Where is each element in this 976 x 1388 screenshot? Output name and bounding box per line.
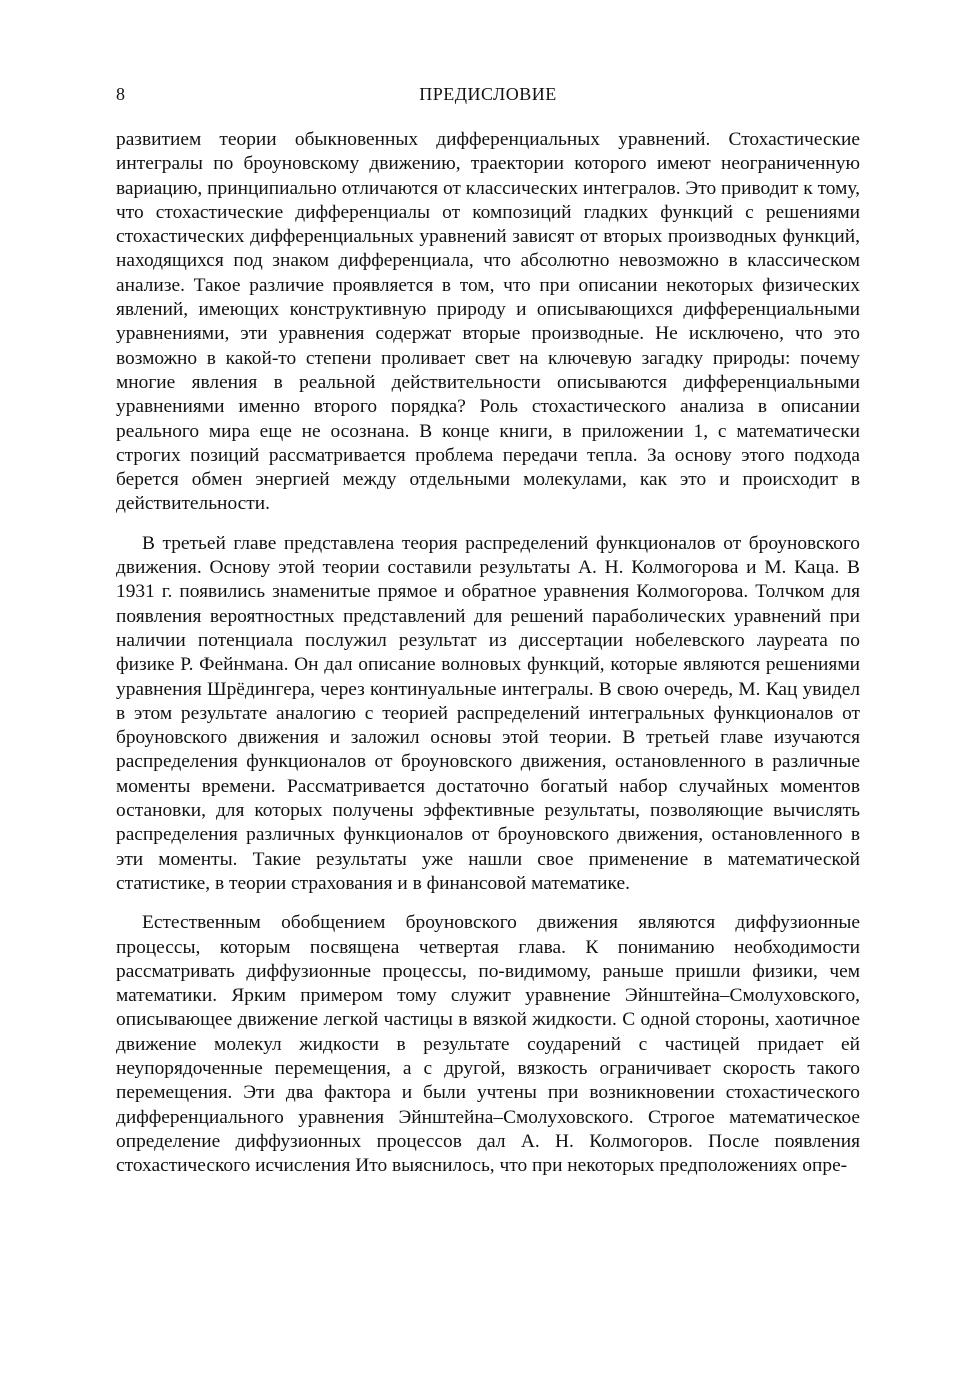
- body-text: [116, 128, 860, 1178]
- paragraph-2: В третьей главе представлена теория распределений функционалов от броуновского движения. Основу этой теории составили результаты А. Н. Колмогорова и М. Каца. В 1931 г. появились знаменитые прямое и обратное уравнения Колмогорова. Толчком для появления вероятностных представлений для решений параболических уравнений при наличии потенциала послужил результат из диссертации нобелевского лауреата по физике Р. Фейнмана. Он дал описание волновых функций, которые являются решениями уравнения Шрёдингера, через континуальные интегралы. В свою очередь, М. Кац увидел в этом результате аналогию с теорией распределений интегральных функционалов от броуновского движения и заложил основы этой теории. В третьей главе изучаются распределения функционалов от броуновского движения, остановленного в различные моменты времени. Рассматривается достаточно богатый набор случайных моментов остановки, для которых получены эффективные результаты, позволяющие вычислять распределения различных функционалов от броуновского движения, остановленного в эти моменты. Такие результаты уже нашли свое применение в математической статистике, в теории страхования и в финансовой математике.: [116, 532, 860, 894]
- running-head: [116, 80, 860, 108]
- page-number: 8: [116, 84, 125, 104]
- paragraph-3: Естественным обобщением броуновского движения являются диффузионные процессы, которым посвящена четвертая глава. К пониманию необходимости рассматривать диффузионные процессы, по-видимому, раньше пришли физики, чем математики. Ярким примером тому служит уравнение Эйнштейна–Смолуховского, описывающее движение легкой частицы в вязкой жидкости. С одной стороны, хаотичное движение молекул жидкости в результате соударений с частицей придает ей неупорядоченные перемещения, а с другой, вязкость ограничивает скорость такого перемещения. Эти два фактора и были учтены при возникновении стохастического дифференциального уравнения Эйнштейна–Смолуховского. Строгое математическое определение диффузионных процессов дал А. Н. Колмогоров. После появления стохастического исчисления Ито выяснилось, что при некоторых предположениях опре-: [116, 912, 860, 1177]
- paragraph-1: развитием теории обыкновенных дифференциальных уравнений. Стохастические интегралы по броуновскому движению, траектории которого имеют неограниченную вариацию, принципиально отличаются от классических интегралов. Это приводит к тому, что стохастические дифференциалы от композиций гладких функций с решениями стохастических дифференциальных уравнений зависят от вторых производных функций, находящихся под знаком дифференциала, что абсолютно невозможно в классическом анализе. Такое различие проявляется в том, что при описании некоторых физических явлений, имеющих конструктивную природу и описывающихся дифференциальными уравнениями, эти уравнения содержат вторые производные. Не исключено, что это возможно в какой-то степени проливает свет на ключевую загадку природы: почему многие явления в реальной действительности описываются дифференциальными уравнениями именно второго порядка? Роль стохастического анализа в описании реального мира еще не осознана. В конце книги, в приложении 1, с математически строгих позиций рассматривается проблема передачи тепла. За основу этого подхода берется обмен энергией между отдельными молекулами, как это и происходит в действительности.: [116, 129, 860, 515]
- chapter-title: ПРЕДИСЛОВИЕ: [419, 84, 557, 104]
